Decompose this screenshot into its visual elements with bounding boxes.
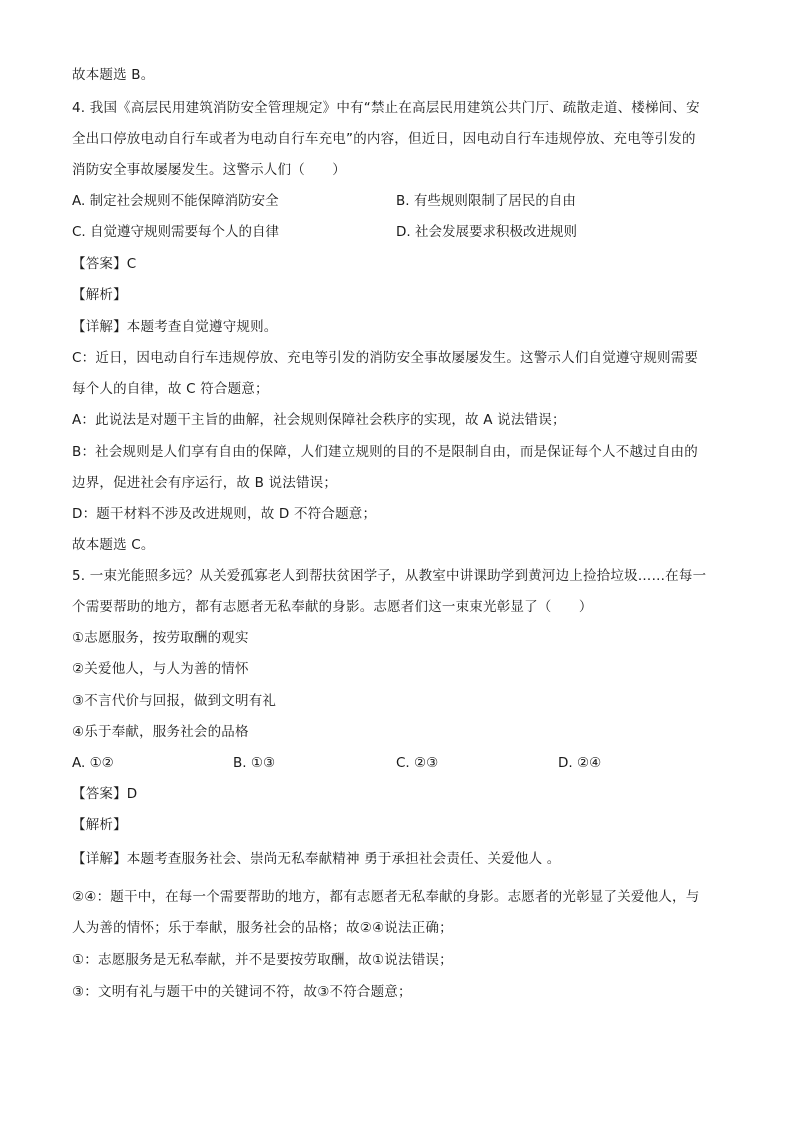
q3-conclusion: 故本题选 B。 <box>72 67 155 83</box>
q5-answer: 【答案】D <box>72 786 138 802</box>
q4-detail-line-8: 故本题选 C。 <box>72 537 155 553</box>
q4-option-c: C. 自觉遵守规则需要每个人的自律 <box>72 224 280 240</box>
q5-detail-line-4: ①：志愿服务是无私奉献，并不是要按劳取酬，故①说法错误； <box>72 952 453 968</box>
q5-item-3: ③不言代价与回报，做到文明有礼 <box>72 693 277 709</box>
q5-option-d: D. ②④ <box>558 755 602 771</box>
q4-detail-line-3: 每个人的自律，故 C 符合题意； <box>72 381 269 397</box>
q5-item-4: ④乐于奉献，服务社会的品格 <box>72 724 249 740</box>
q4-stem-line-2: 全出口停放电动自行车或者为电动自行车充电”的内容，但近日，因电动自行车违规停放、充电等引发的 <box>72 131 696 147</box>
q5-option-b: B. ①③ <box>233 755 276 771</box>
q5-item-1: ①志愿服务，按劳取酬的观实 <box>72 630 249 646</box>
q4-stem-line-3: 消防安全事故屡屡发生。这警示人们（ ） <box>72 162 346 178</box>
q4-analysis-label: 【解析】 <box>72 287 127 303</box>
q5-detail-line-2: ②④：题干中，在每一个需要帮助的地方，都有志愿者无私奉献的身影。志愿者的光彰显了关爱他人，与 <box>72 889 700 905</box>
q4-detail-line-2: C：近日，因电动自行车违规停放、充电等引发的消防安全事故屡屡发生。这警示人们自觉遵守规则需要 <box>72 350 699 366</box>
q5-stem-line-2: 个需要帮助的地方，都有志愿者无私奉献的身影。志愿者们这一束束光彰显了（ ） <box>72 599 593 615</box>
q5-analysis-label: 【解析】 <box>72 817 127 833</box>
q4-stem-line-1: 4. 我国《高层民用建筑消防安全管理规定》中有“禁止在高层民用建筑公共门厅、疏散走道、楼梯间、安 <box>72 100 700 116</box>
q5-option-a: A. ①② <box>72 755 114 771</box>
q4-detail-line-5: B：社会规则是人们享有自由的保障，人们建立规则的目的不是限制自由，而是保证每个人不越过自由的 <box>72 444 698 460</box>
q5-stem-line-1: 5. 一束光能照多远？从关爱孤寡老人到帮扶贫困学子，从教室中讲课助学到黄河边上捡拾垃圾……在每一 <box>72 568 707 584</box>
q4-detail-line-6: 边界，促进社会有序运行，故 B 说法错误； <box>72 475 338 491</box>
q5-detail-line-1: 【详解】本题考查服务社会、崇尚无私奉献精神 勇于承担社会责任、关爱他人 。 <box>72 851 561 867</box>
q4-detail-line-4: A：此说法是对题干主旨的曲解，社会规则保障社会秩序的实现，故 A 说法错误； <box>72 412 566 428</box>
q4-answer: 【答案】C <box>72 256 137 272</box>
q4-detail-line-1: 【详解】本题考查自觉遵守规则。 <box>72 319 278 335</box>
q5-detail-line-5: ③：文明有礼与题干中的关键词不符，故③不符合题意； <box>72 984 412 1000</box>
q5-option-c: C. ②③ <box>396 755 439 771</box>
q5-detail-line-3: 人为善的情怀；乐于奉献，服务社会的品格；故②④说法正确； <box>72 920 453 936</box>
q4-detail-line-7: D：题干材料不涉及改进规则，故 D 不符合题意； <box>72 506 377 522</box>
q4-option-b: B. 有些规则限制了居民的自由 <box>396 193 576 209</box>
q5-item-2: ②关爱他人，与人为善的情怀 <box>72 661 249 677</box>
q4-option-d: D. 社会发展要求积极改进规则 <box>396 224 577 240</box>
q4-option-a: A. 制定社会规则不能保障消防安全 <box>72 193 279 209</box>
